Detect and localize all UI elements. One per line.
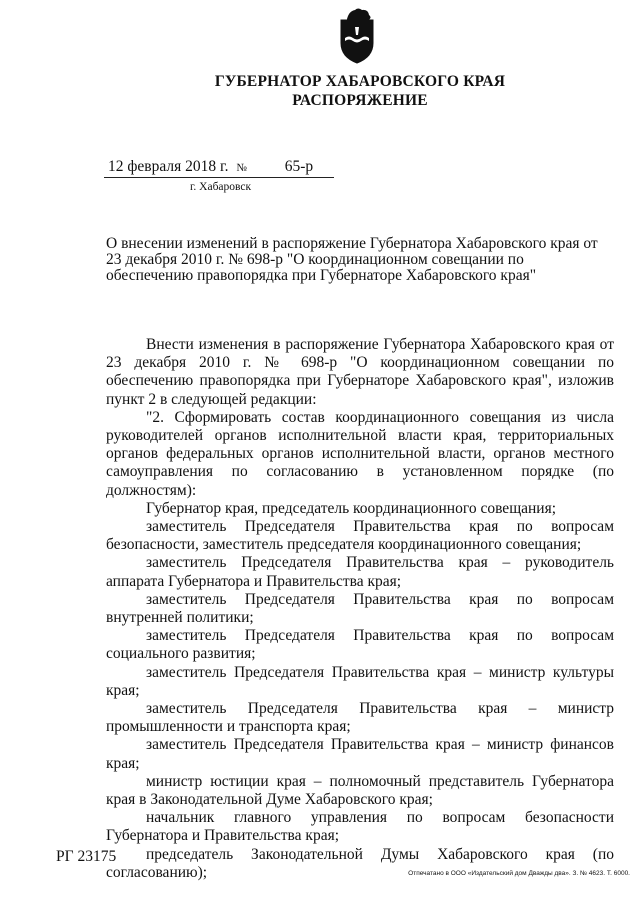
printer-note: Отпечатано в ООО «Издательский дом Дважды два». З. № 4623. Т. 6000. <box>408 870 630 877</box>
body-paragraph: Внести изменения в распоряжение Губернатора Хабаровского края от 23 декабря 2010 г. № 698-р "О координационном совещании по обеспечению правопорядка при Губернаторе Хабаровского края", изложив пункт 2 в следующей редакции: <box>106 336 614 408</box>
document-subject: О внесении изменений в распоряжение Губернатора Хабаровского края от 23 декабря 2010 г. № 698-р "О координационном совещании по обеспечению правопорядка при Губернаторе Хабаровского края" <box>106 235 598 284</box>
document-number: 65-р <box>284 158 314 175</box>
document-city: г. Хабаровск <box>190 181 252 193</box>
body-paragraph: заместитель Председателя Правительства края – руководитель аппарата Губернатора и Правительства края; <box>106 554 614 590</box>
date-underline <box>104 177 334 178</box>
registry-code: РГ 23175 <box>56 848 117 865</box>
body-paragraph: председатель Законодательной Думы Хабаровского края (по согласованию); <box>106 845 614 881</box>
number-sign: № <box>236 162 247 174</box>
body-paragraph: заместитель Председателя Правительства края – министр промышленности и транспорта края; <box>106 700 614 736</box>
document-type: РАСПОРЯЖЕНИЕ <box>292 92 428 109</box>
document-body <box>106 336 614 882</box>
coat-of-arms-icon <box>327 5 387 67</box>
body-paragraph: заместитель Председателя Правительства края – министр финансов края; <box>106 736 614 772</box>
issuer-title: ГУБЕРНАТОР ХАБАРОВСКОГО КРАЯ <box>214 73 506 90</box>
body-paragraph: заместитель Председателя Правительства края по вопросам внутренней политики; <box>106 590 614 627</box>
body-paragraph: заместитель Председателя Правительства края по вопросам социального развития; <box>106 627 614 663</box>
document-date: 12 февраля 2018 г. <box>108 158 229 175</box>
body-paragraph: заместитель Председателя Правительства края – министр культуры края; <box>106 663 614 699</box>
date-number-line <box>108 158 313 176</box>
body-paragraph: министр юстиции края – полномочный представитель Губернатора края в Законодательной Думе Хабаровского края; <box>106 772 614 809</box>
body-paragraph: Губернатор края, председатель координационного совещания; <box>146 499 557 517</box>
body-paragraph: "2. Сформировать состав координационного совещания из числа руководителей органов исполнительной власти края, территориальных органов федеральных органов исполнительной власти, органов местного самоуправления по согласованию в установленном порядке (по должностям): <box>106 408 614 499</box>
body-paragraph: заместитель Председателя Правительства края по вопросам безопасности, заместитель председателя координационного совещания; <box>106 518 614 554</box>
body-paragraph: начальник главного управления по вопросам безопасности Губернатора и Правительства края; <box>106 809 614 845</box>
